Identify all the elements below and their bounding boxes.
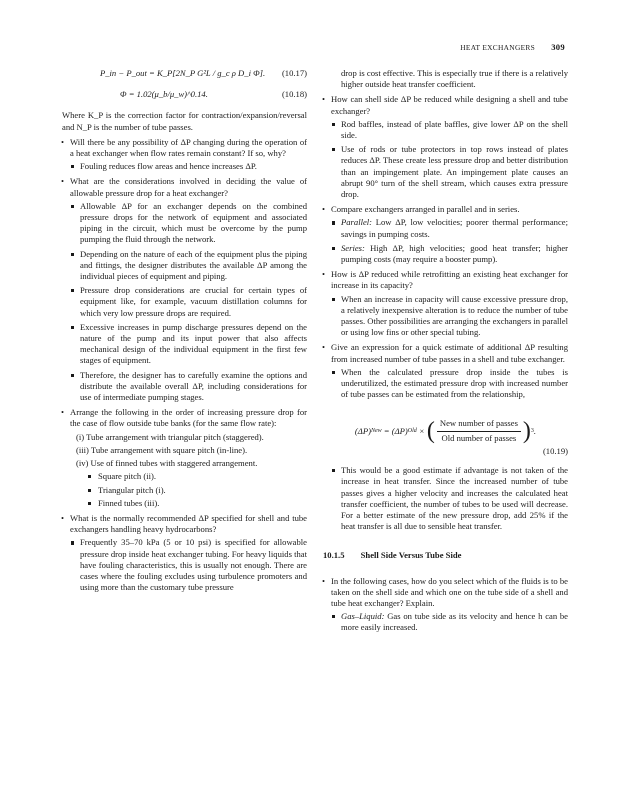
- parallel-text: Low ΔP, low velocities; poorer thermal performance; savings in pumping costs.: [341, 217, 568, 239]
- answer-good-estimate: This would be a good estimate if advantage is not taken of the increase in heat transfer. Since the increased number of tube passes gives a higher velocity and increases the calculated heat transfer coefficient, the number of tubes to be used will decrease. For a better estimate of the new pressure drop, add 25% if the heat transfer is all due to sensible heat transfer.: [323, 465, 568, 532]
- eq19-fraction: [437, 418, 521, 443]
- question-retrofit: • How is ΔP reduced while retrofitting an existing heat exchanger for increase in its capacity?: [323, 269, 568, 291]
- question-recommended-delta-p: • What is the normally recommended ΔP specified for shell and tube exchangers handling heavy hydrocarbons?: [62, 513, 307, 535]
- eq19-denominator: Old number of passes: [441, 432, 517, 443]
- arrangement-item-i: (i) Tube arrangement with triangular pitch (staggered).: [76, 431, 264, 442]
- answer-allowable-5: Therefore, the designer has to carefully examine the options and distribute the available overall ΔP, including considerations for use of intermediate pumping stages.: [62, 370, 307, 404]
- gas-liquid-label: Gas–Liquid:: [341, 611, 385, 622]
- equation-10-18-expr: Φ = 1.02(μ_b/μ_w)^0.14.: [120, 89, 208, 100]
- where-paragraph: Where K_P is the correction factor for contraction/expansion/reversal and N_P is the number of tube passes.: [62, 110, 307, 132]
- question-parallel-series: • Compare exchangers arranged in parallel and in series.: [323, 204, 568, 215]
- series-text: High ΔP, high velocities; good heat transfer; higher pumping costs (may require a booster pump).: [341, 242, 568, 265]
- question-shell-side-delta-p: • How can shell side ΔP be reduced while designing a shell and tube exchanger?: [323, 94, 568, 116]
- gas-liquid-text: Gas on tube side as its velocity and hence h can be more easily increased.: [341, 611, 568, 633]
- answer-recommended-delta-p: Frequently 35–70 kPa (5 or 10 psi) is specified for allowable pressure drop inside heat exchanger tubing. For heavy liquids that have fouling characteristics, this is usually not enough. There are cases where the fouling excludes using turbulence promoters and using more than the customary tube pressure: [62, 537, 307, 593]
- running-header: [460, 42, 565, 53]
- answer-quick-estimate: When the calculated pressure drop inside the tubes is underutilized, the estimated pressure drop with increased number of tube passes can be estimated from the relationship,: [323, 367, 568, 401]
- running-header-title: HEAT EXCHANGERS: [460, 43, 536, 52]
- answer-gas-liquid: [323, 611, 568, 633]
- order-square-pitch: Square pitch (ii).: [76, 471, 307, 482]
- answer-allowable-4: Excessive increases in pump discharge pressures depend on the nature of the pump and its input power that also affects mechanical design of the individual equipment in the first few stages of equipment.: [62, 322, 307, 367]
- equation-10-17-expr: P_in − P_out = K_P[2N_P G²L / g_c ρ D_i Φ].: [100, 68, 266, 78]
- order-triangular-pitch: Triangular pitch (i).: [76, 485, 307, 496]
- order-finned-tubes: Finned tubes (iii).: [76, 498, 307, 509]
- eq19-mid: = (ΔP): [383, 425, 408, 436]
- continued-text: drop is cost effective. This is especially true if there is a relatively higher outside heat transfer coefficient.: [341, 68, 568, 90]
- eq19-lhs-sub: New: [370, 427, 382, 434]
- eq19-times: ×: [418, 425, 425, 436]
- answer-tube-protectors: Use of rods or tube protectors in top rows instead of plates reduces ΔP. These create less pressure drop and better distribution than an impingement plate. An impingement plate causes an abrupt 90° turn of the shell stream, which causes extra pressure drop.: [323, 144, 568, 200]
- question-quick-estimate: • Give an expression for a quick estimate of additional ΔP resulting from increased number of tube passes in a shell and tube exchanger.: [323, 342, 568, 364]
- eq19-mid-sub: Old: [407, 427, 417, 434]
- equation-10-18: [62, 89, 307, 100]
- arrangement-item-iv: (iv) Use of finned tubes with staggered arrangement.: [76, 458, 258, 469]
- section-number: 10.1.5: [323, 550, 345, 561]
- question-shell-vs-tube: • In the following cases, how do you select which of the fluids is to be taken on the shell side and which one on the tube side of a shell and tube heat exchanger? Explain.: [323, 576, 568, 610]
- answer-allowable-2: Depending on the nature of each of the equipment plus the piping and fittings, the designer distributes the available ΔP among the individual pieces of equipment and piping.: [62, 249, 307, 283]
- series-label: Series:: [341, 242, 365, 253]
- eq19-exponent: 3: [530, 427, 534, 434]
- equation-10-18-number: (10.18): [281, 89, 307, 100]
- answer-fouling: Fouling reduces flow areas and hence increases ΔP.: [62, 161, 307, 172]
- answer-parallel: [323, 217, 568, 239]
- left-column: [62, 68, 307, 596]
- eq19-numerator: New number of passes: [437, 418, 521, 431]
- answer-series: [323, 243, 568, 265]
- question-arrange-order: • Arrange the following in the order of increasing pressure drop for the case of flow outside tube banks (for the same flow rate):: [62, 407, 307, 429]
- arrangement-item-iii: (iii) Tube arrangement with square pitch (in-line).: [76, 444, 248, 455]
- equation-10-17: [62, 68, 307, 79]
- eq19-lhs: (ΔP): [354, 425, 371, 436]
- parallel-label: Parallel:: [341, 217, 373, 228]
- equation-10-19: (ΔP) New = (ΔP) Old × ( $\frac{\text{New number of passes}}{\text{Old number of passes}}$ ) 3 .: [354, 418, 537, 445]
- page-number: 309: [551, 42, 565, 52]
- arrangement-list: [62, 432, 307, 509]
- answer-allowable-3: Pressure drop considerations are crucial for certain types of equipment like, for example, vacuum distillation columns for which very low pressure drops are required.: [62, 285, 307, 319]
- right-column: [323, 68, 568, 637]
- answer-allowable-1: Allowable ΔP for an exchanger depends on the combined pressure drops for the network of equipment and associated piping in the circuit, which must be overcome by the pump pumping the fluid through the network.: [62, 201, 307, 246]
- equation-10-19-number: (10.19): [542, 445, 568, 456]
- equation-10-17-number: (10.17): [281, 68, 307, 78]
- answer-retrofit: When an increase in capacity will cause excessive pressure drop, a relatively inexpensive alteration is to reduce the number of tube passes. Other possibilities are arranging the exchangers in parallel or using low fins or other special tubing.: [323, 294, 568, 339]
- section-title: Shell Side Versus Tube Side: [360, 550, 462, 561]
- section-heading: [323, 550, 568, 561]
- question-delta-p-change: • Will there be any possibility of ΔP changing during the operation of a heat exchanger when flow rates remain constant? If so, why?: [62, 137, 307, 159]
- answer-rod-baffles: Rod baffles, instead of plate baffles, give lower ΔP on the shell side.: [323, 119, 568, 141]
- question-allowable-pressure-drop: • What are the considerations involved in deciding the value of allowable pressure drop for a heat exchanger?: [62, 176, 307, 198]
